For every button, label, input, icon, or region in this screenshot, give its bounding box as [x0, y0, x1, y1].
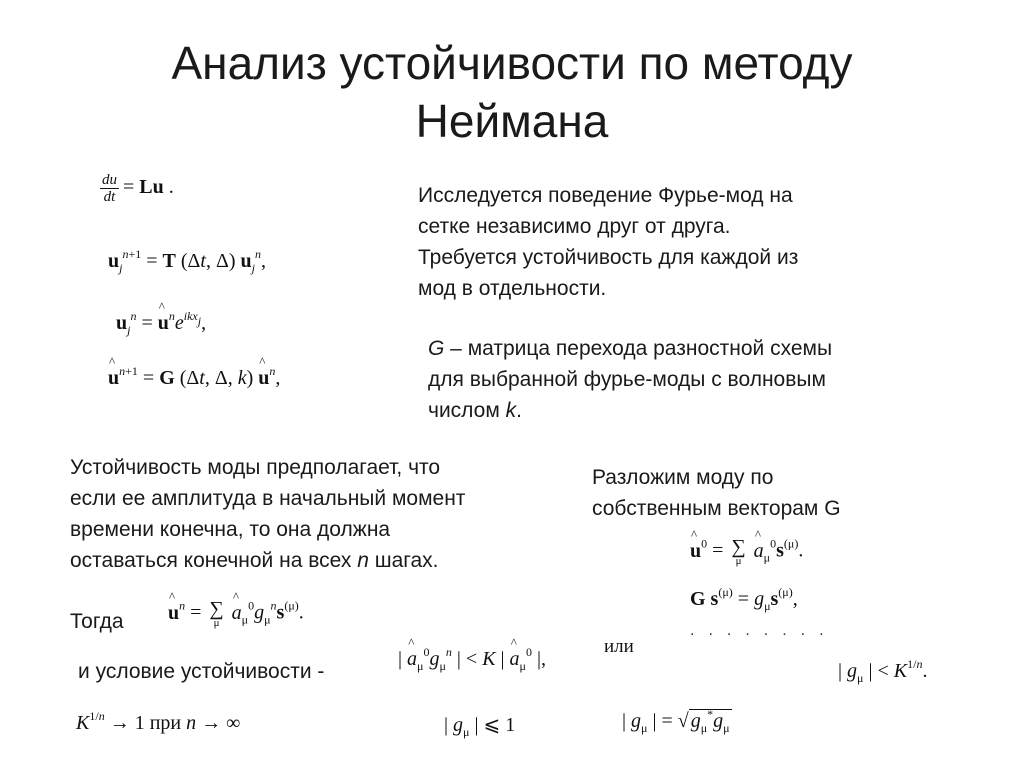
text-g-rest: – матрица перехода разностной схемы	[444, 337, 833, 360]
formula-amplitude-bound: | ^ $a_\mu^0g_\mu^n$ | < K | ^ $a_\mu^0$ |,	[398, 648, 546, 671]
formula-du-dt: $\frac{du}{dt}$ = Lu .	[102, 172, 174, 205]
formula-eigen: G $s^{(\mu)} = g_\mu s^{(\mu)}$,	[690, 585, 798, 613]
symbol-g: G	[428, 337, 445, 360]
text-stability	[70, 452, 465, 576]
formula-u0-expansion: ^ $u^0$ = ∑ μ ^ $a_\mu^0s^{(\mu)}$.	[690, 538, 803, 566]
separator-dots: ........	[690, 622, 838, 639]
title-line-2: Неймана	[415, 95, 609, 147]
text-stability-post: шагах.	[368, 549, 439, 572]
formula-g-modulus: | $g_\mu$ | = √ $g_\mu^*g_\mu$	[622, 707, 730, 735]
formula-limit: $K^{1/n} \to 1$ при n → ∞	[76, 709, 241, 734]
symbol-k: k	[505, 399, 517, 422]
text-line: собственным векторам G	[592, 497, 841, 520]
text-line	[428, 395, 832, 426]
text-line: Устойчивость моды предполагает, что	[70, 456, 441, 479]
text-line	[70, 545, 465, 576]
text-line: для выбранной фурье-моды с волновым	[428, 368, 826, 391]
formula-transition: $u_j^{n+1} = T$ (Δt, Δ) $u_j^n$,	[108, 247, 266, 275]
formula-g-bound: | $g_\mu$ | < $K^{1/n}$.	[838, 657, 928, 685]
text-line	[428, 333, 832, 364]
formula-fourier-mode: $u_j^n$ = ^ $u^ne^{ikx_j}$,	[116, 312, 206, 335]
formula-un-expansion: ^ $u^n$ = ∑ μ ^ $a_\mu^0g_\mu^ns^{(\mu)}$.	[168, 600, 304, 628]
text-g-post: .	[516, 399, 522, 422]
sum-symbol: ∑ μ	[731, 536, 746, 567]
formula-g-le-one: | $g_\mu$ | ⩽ 1	[444, 714, 516, 739]
text-line: сетке независимо друг от друга.	[418, 215, 731, 238]
label-when: при	[149, 712, 182, 734]
text-g-matrix	[428, 333, 832, 426]
symbol-n: n	[357, 549, 369, 572]
text-line: Требуется устойчивость для каждой из	[418, 246, 799, 269]
text-line: если ее амплитуда в начальный момент	[70, 487, 466, 510]
label-then: Тогда	[70, 610, 124, 633]
text-stability-pre: оставаться конечной на всех	[70, 549, 358, 572]
formula-amplification: ^ $u^{n+1} = G$ (Δt, Δ, k) ^ $u^n$,	[108, 367, 280, 390]
sum-symbol: ∑ μ	[209, 598, 224, 629]
text-line: времени конечна, то она должна	[70, 518, 391, 541]
text-line: Исследуется поведение Фурье-мод на	[418, 184, 793, 207]
text-g-number-pre: числом	[428, 399, 506, 422]
slide-title	[40, 34, 984, 150]
label-or: или	[604, 636, 634, 657]
text-decompose	[592, 462, 841, 524]
fraction-du-dt: $\frac{du}{dt}$	[102, 172, 117, 205]
text-line: мод в отдельности.	[418, 277, 607, 300]
label-condition: и условие устойчивости -	[78, 660, 325, 683]
text-fourier-modes	[418, 180, 798, 304]
text-line: Разложим моду по	[592, 466, 774, 489]
title-line-1: Анализ устойчивости по методу	[171, 37, 853, 89]
